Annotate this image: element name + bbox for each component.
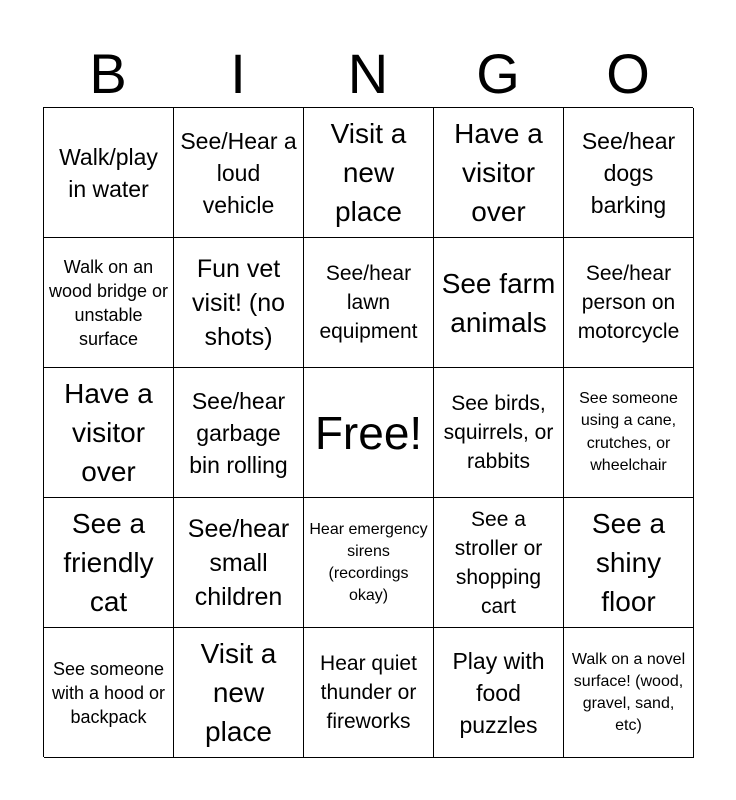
- bingo-cell-r5c5: Walk on a novel surface! (wood, gravel, sand, etc): [564, 628, 694, 758]
- bingo-cell-r4c5: See a shiny floor: [564, 498, 694, 628]
- bingo-cell-r1c4: Have a visitor over: [434, 108, 564, 238]
- bingo-cell-r4c2: See/hear small children: [174, 498, 304, 628]
- bingo-cell-r5c1: See someone with a hood or backpack: [44, 628, 174, 758]
- bingo-cell-r1c5: See/hear dogs barking: [564, 108, 694, 238]
- bingo-cell-r1c1: Walk/play in water: [44, 108, 174, 238]
- bingo-cell-r1c2: See/Hear a loud vehicle: [174, 108, 304, 238]
- bingo-cell-r2c2: Fun vet visit! (no shots): [174, 238, 304, 368]
- header-letter-i: I: [230, 42, 246, 105]
- header-letter-g: G: [476, 42, 520, 105]
- bingo-cell-r2c3: See/hear lawn equipment: [304, 238, 434, 368]
- header-letter-n: N: [347, 42, 389, 105]
- bingo-cell-r3c4: See birds, squirrels, or rabbits: [434, 368, 564, 498]
- bingo-cell-r5c3: Hear quiet thunder or fireworks: [304, 628, 434, 758]
- bingo-cell-r4c3: Hear emergency sirens (recordings okay): [304, 498, 434, 628]
- bingo-cell-r2c5: See/hear person on motorcycle: [564, 238, 694, 368]
- bingo-cell-free: Free!: [304, 368, 434, 498]
- bingo-cell-r5c4: Play with food puzzles: [434, 628, 564, 758]
- bingo-cell-r3c1: Have a visitor over: [44, 368, 174, 498]
- header-letter-b: B: [89, 42, 127, 105]
- bingo-cell-r2c1: Walk on an wood bridge or unstable surface: [44, 238, 174, 368]
- bingo-cell-r3c2: See/hear garbage bin rolling: [174, 368, 304, 498]
- bingo-cell-r3c5: See someone using a cane, crutches, or wheelchair: [564, 368, 694, 498]
- bingo-cell-r2c4: See farm animals: [434, 238, 564, 368]
- bingo-cell-r4c4: See a stroller or shopping cart: [434, 498, 564, 628]
- bingo-grid: [43, 107, 693, 757]
- bingo-cell-r1c3: Visit a new place: [304, 108, 434, 238]
- bingo-cell-r5c2: Visit a new place: [174, 628, 304, 758]
- bingo-header: [43, 40, 693, 108]
- bingo-cell-r4c1: See a friendly cat: [44, 498, 174, 628]
- header-letter-o: O: [606, 42, 650, 105]
